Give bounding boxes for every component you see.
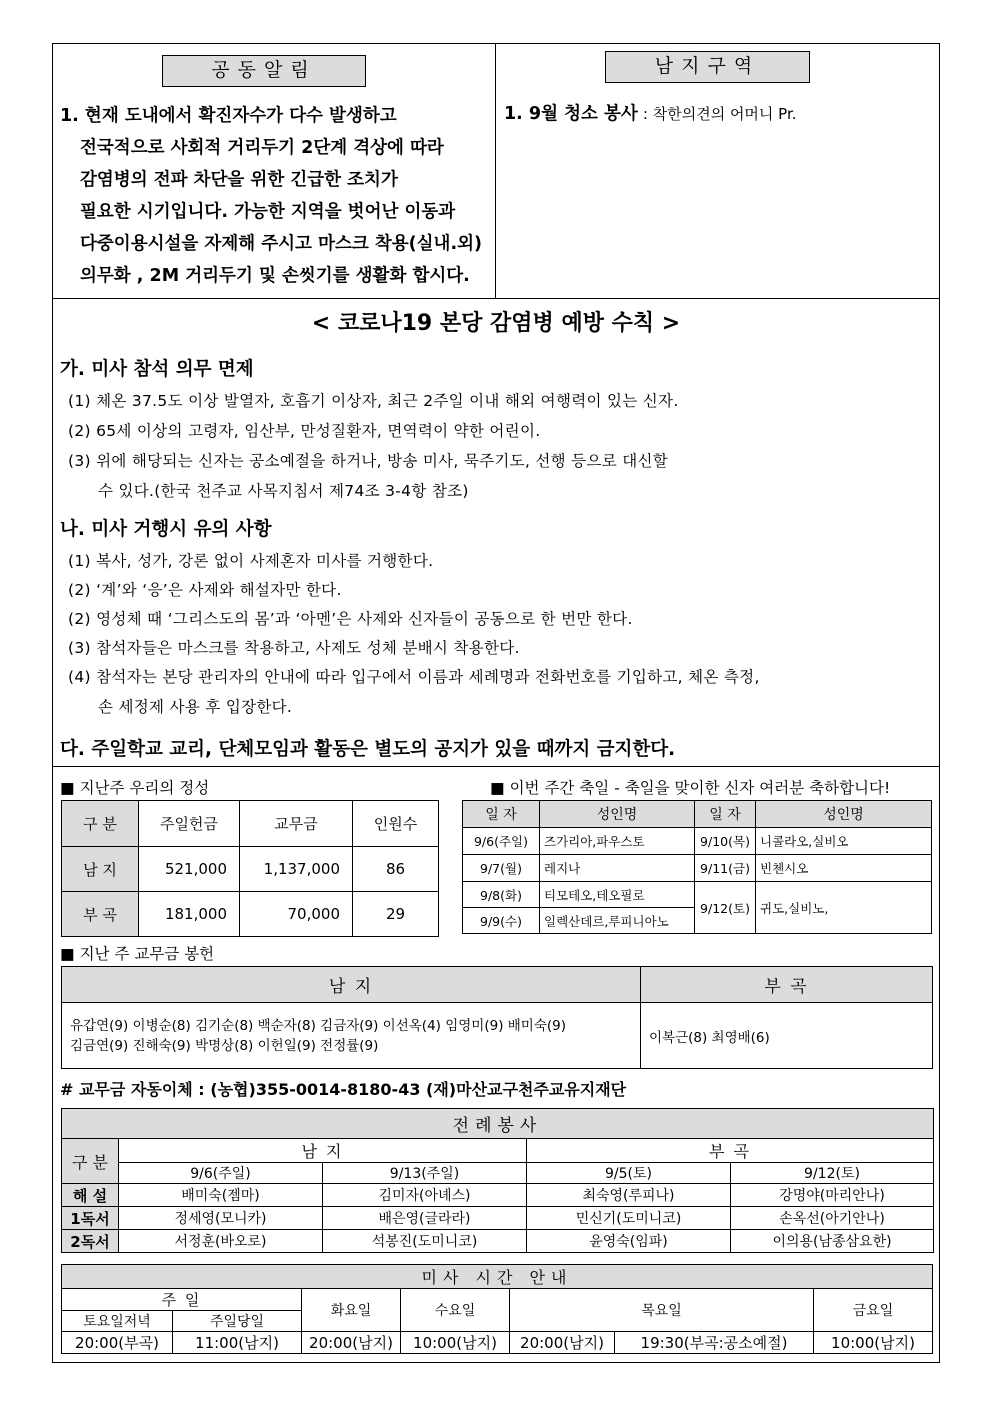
liturgy-bugok-header: 부 곡 bbox=[527, 1139, 934, 1163]
section-b-item: (2) 영성체 때 ‘그리스도의 몸’과 ‘아멘’은 사제와 신자들이 공동으로 한 번만 한다. bbox=[68, 610, 633, 628]
feast-saint: 티모테오,테오필로 bbox=[540, 882, 695, 908]
notice-line: 의무화 , 2M 거리두기 및 손씻기를 생활화 합시다. bbox=[80, 266, 470, 286]
offering-row-name: 남 지 bbox=[62, 847, 139, 892]
feast-header: 성인명 bbox=[756, 801, 932, 828]
feast-row bbox=[463, 882, 932, 908]
liturgy-person: 윤영숙(임파) bbox=[527, 1230, 731, 1253]
feast-saint: 즈가리아,파우스토 bbox=[540, 828, 695, 855]
dues-donors-heading: ■ 지난 주 교무금 봉헌 bbox=[60, 945, 215, 963]
mass-time-value: 20:00(남지) bbox=[302, 1332, 401, 1354]
liturgy-person: 배미숙(젬마) bbox=[119, 1184, 323, 1207]
mass-time-value: 10:00(남지) bbox=[401, 1332, 510, 1354]
offering-row bbox=[62, 847, 439, 892]
offering-row-name: 부 곡 bbox=[62, 892, 139, 937]
common-notice-title: 공동알림 bbox=[162, 55, 366, 87]
section-b-item: 손 세정제 사용 후 입장한다. bbox=[98, 698, 293, 716]
feast-saint: 빈첸시오 bbox=[756, 855, 932, 882]
mass-time-value: 19:30(부곡:공소예절) bbox=[615, 1332, 814, 1354]
feast-row bbox=[463, 828, 932, 855]
section-b-item: (4) 참석자는 본당 관리자의 안내에 따라 입구에서 이름과 세례명과 전화번호를 기입하고, 체온 측정, bbox=[68, 668, 760, 686]
feast-date: 9/7(월) bbox=[463, 855, 540, 882]
feast-saint: 일렉산데르,루피니아노 bbox=[540, 908, 695, 934]
donors-bugok-header: 부 곡 bbox=[641, 967, 933, 1003]
attendance-count: 86 bbox=[353, 847, 439, 892]
feast-date: 9/9(수) bbox=[463, 908, 540, 934]
offering-header: 주일헌금 bbox=[139, 801, 240, 847]
mass-thu-header: 목요일 bbox=[510, 1289, 814, 1332]
covid-bottom-rule bbox=[52, 766, 940, 767]
section-a-item: (3) 위에 해당되는 신자는 공소예절을 하거나, 방송 미사, 묵주기도, 선행 등으로 대신할 bbox=[68, 452, 669, 470]
dues-amount: 70,000 bbox=[240, 892, 353, 937]
mass-time-value: 20:00(남지) bbox=[510, 1332, 615, 1354]
mass-time-title: 미사 시간 안내 bbox=[62, 1265, 933, 1289]
liturgy-person: 서정훈(바오로) bbox=[119, 1230, 323, 1253]
feast-date: 9/10(목) bbox=[695, 828, 756, 855]
namji-area-item bbox=[504, 100, 797, 125]
feast-date: 9/6(주일) bbox=[463, 828, 540, 855]
offering-header: 교무금 bbox=[240, 801, 353, 847]
feast-saint: 니콜라오,실비오 bbox=[756, 828, 932, 855]
notice-line: 전국적으로 사회적 거리두기 2단계 격상에 따라 bbox=[80, 138, 444, 158]
offering-table bbox=[61, 800, 439, 937]
offering-header: 인원수 bbox=[353, 801, 439, 847]
offering-heading: ■ 지난주 우리의 정성 bbox=[60, 779, 210, 797]
mass-sun-day-header: 주일당일 bbox=[173, 1311, 302, 1332]
liturgy-title: 전례봉사 bbox=[62, 1109, 934, 1139]
notice-line: 1. 현재 도내에서 확진자수가 다수 발생하고 bbox=[60, 106, 397, 126]
liturgy-role: 2독서 bbox=[62, 1230, 119, 1253]
section-b-item: (1) 복사, 성가, 강론 없이 사제혼자 미사를 거행한다. bbox=[68, 552, 434, 570]
liturgy-table bbox=[61, 1108, 934, 1253]
feast-date: 9/11(금) bbox=[695, 855, 756, 882]
section-a-item: (2) 65세 이상의 고령자, 임산부, 만성질환자, 면역력이 약한 어린이. bbox=[68, 422, 541, 440]
feast-table bbox=[462, 800, 932, 934]
liturgy-person: 석봉진(도미니코) bbox=[323, 1230, 527, 1253]
liturgy-namji-header: 남 지 bbox=[119, 1139, 527, 1163]
mass-wed-header: 수요일 bbox=[401, 1289, 510, 1332]
feast-saint: 귀도,실비노, bbox=[756, 882, 932, 934]
mass-sunday-header: 주 일 bbox=[62, 1289, 302, 1311]
namji-area-title: 남지구역 bbox=[605, 51, 810, 83]
liturgy-date: 9/6(주일) bbox=[119, 1163, 323, 1184]
offering-row bbox=[62, 892, 439, 937]
liturgy-row bbox=[62, 1207, 934, 1230]
feast-header: 일 자 bbox=[695, 801, 756, 828]
notice-line: 필요한 시기입니다. 가능한 지역을 벗어난 이동과 bbox=[80, 202, 456, 222]
covid-title: < 코로나19 본당 감염병 예방 수칙 > bbox=[311, 311, 681, 336]
donors-namji-header: 남 지 bbox=[62, 967, 641, 1003]
liturgy-person: 이의용(남종삼요한) bbox=[731, 1230, 934, 1253]
feast-heading: ■ 이번 주간 축일 - 축일을 맞이한 신자 여러분 축하합니다! bbox=[490, 779, 891, 797]
donors-namji-cell bbox=[62, 1003, 641, 1069]
cleaning-detail: : 착한의견의 어머니 Pr. bbox=[642, 105, 797, 123]
feast-date: 9/12(토) bbox=[695, 882, 756, 934]
dues-amount: 1,137,000 bbox=[240, 847, 353, 892]
cleaning-label: 1. 9월 청소 봉사 bbox=[504, 104, 638, 124]
liturgy-person: 강명야(마리안나) bbox=[731, 1184, 934, 1207]
section-b-heading: 나. 미사 거행시 유의 사항 bbox=[60, 519, 272, 540]
donors-bugok-cell: 이복근(8) 최영배(6) bbox=[641, 1003, 933, 1069]
notice-line: 감염병의 전파 차단을 위한 긴급한 조치가 bbox=[80, 170, 398, 190]
common-notice-body bbox=[60, 100, 482, 292]
sunday-offering: 521,000 bbox=[139, 847, 240, 892]
notice-bottom-rule bbox=[52, 298, 940, 299]
liturgy-person: 정세영(모니카) bbox=[119, 1207, 323, 1230]
section-b-item: (2) ‘계’와 ‘응’은 사제와 해설자만 한다. bbox=[68, 581, 342, 599]
section-c-heading: 다. 주일학교 교리, 단체모임과 활동은 별도의 공지가 있을 때까지 금지한다. bbox=[60, 739, 676, 760]
liturgy-person: 최숙영(루피나) bbox=[527, 1184, 731, 1207]
liturgy-row bbox=[62, 1184, 934, 1207]
feast-header: 일 자 bbox=[463, 801, 540, 828]
mass-time-table bbox=[61, 1264, 933, 1354]
feast-row bbox=[463, 855, 932, 882]
mass-time-value: 20:00(부곡) bbox=[62, 1332, 173, 1354]
mass-time-row bbox=[62, 1332, 933, 1354]
feast-date: 9/8(화) bbox=[463, 882, 540, 908]
feast-header: 성인명 bbox=[540, 801, 695, 828]
top-divider bbox=[495, 43, 496, 299]
section-a-item: 수 있다.(한국 천주교 사목지침서 제74조 3-4항 참조) bbox=[98, 482, 469, 500]
liturgy-role: 해 설 bbox=[62, 1184, 119, 1207]
liturgy-person: 김미자(아녜스) bbox=[323, 1184, 527, 1207]
section-a-heading: 가. 미사 참석 의무 면제 bbox=[60, 359, 254, 380]
mass-time-value: 10:00(남지) bbox=[814, 1332, 933, 1354]
liturgy-row bbox=[62, 1230, 934, 1253]
section-a-item: (1) 체온 37.5도 이상 발열자, 호흡기 이상자, 최근 2주일 이내 해외 여행력이 있는 신자. bbox=[68, 392, 679, 410]
mass-sat-eve-header: 토요일저녁 bbox=[62, 1311, 173, 1332]
liturgy-date: 9/12(토) bbox=[731, 1163, 934, 1184]
liturgy-person: 배은영(글라라) bbox=[323, 1207, 527, 1230]
mass-time-value: 11:00(남지) bbox=[173, 1332, 302, 1354]
sunday-offering: 181,000 bbox=[139, 892, 240, 937]
liturgy-person: 민신기(도미니코) bbox=[527, 1207, 731, 1230]
donors-namji-line: 유갑연(9) 이병순(8) 김기순(8) 백순자(8) 김금자(9) 이선옥(4) 임영미(9) 배미숙(9) bbox=[70, 1017, 567, 1034]
auto-transfer-note: # 교무금 자동이체 : (농협)355-0014-8180-43 (재)마산교구천주교유지재단 bbox=[60, 1080, 627, 1099]
dues-donors-table bbox=[61, 966, 933, 1069]
attendance-count: 29 bbox=[353, 892, 439, 937]
liturgy-gubun: 구 분 bbox=[62, 1139, 119, 1184]
donors-namji-line: 김금연(9) 진해숙(9) 박명상(8) 이헌일(9) 전정률(9) bbox=[70, 1037, 379, 1054]
feast-saint: 레지나 bbox=[540, 855, 695, 882]
mass-fri-header: 금요일 bbox=[814, 1289, 933, 1332]
offering-header: 구 분 bbox=[62, 801, 139, 847]
liturgy-role: 1독서 bbox=[62, 1207, 119, 1230]
mass-tue-header: 화요일 bbox=[302, 1289, 401, 1332]
liturgy-date: 9/13(주일) bbox=[323, 1163, 527, 1184]
liturgy-date: 9/5(토) bbox=[527, 1163, 731, 1184]
liturgy-person: 손옥선(아기안나) bbox=[731, 1207, 934, 1230]
notice-line: 다중이용시설을 자제해 주시고 마스크 착용(실내.외) bbox=[80, 234, 483, 254]
section-b-item: (3) 참석자들은 마스크를 착용하고, 사제도 성체 분배시 착용한다. bbox=[68, 639, 520, 657]
